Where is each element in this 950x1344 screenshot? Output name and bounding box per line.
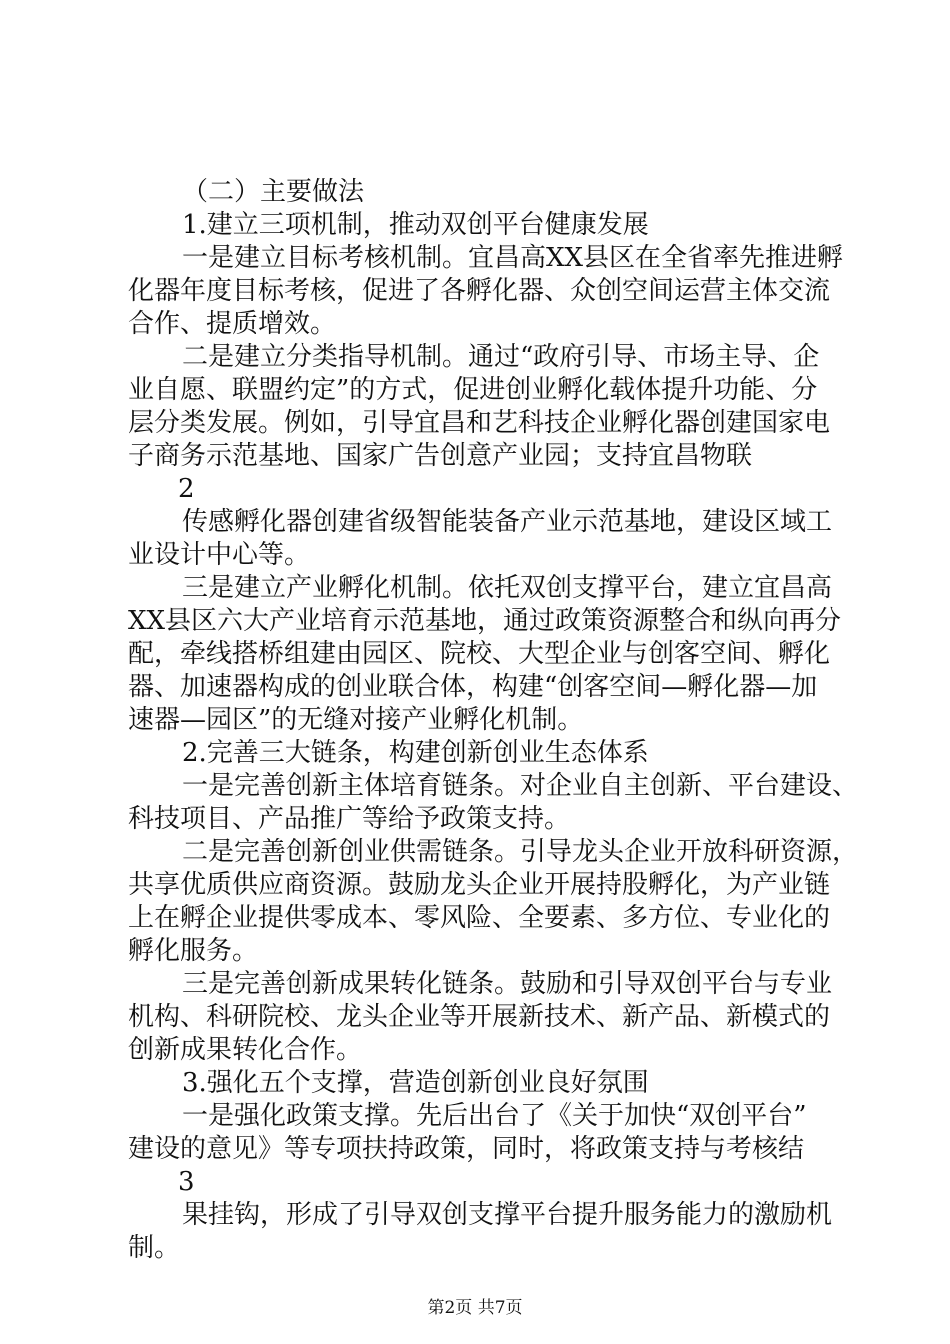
paragraph-line: 果挂钩，形成了引导双创支撑平台提升服务能力的激励机 [182, 1200, 833, 1230]
paragraph-line: 三是完善创新成果转化链条。鼓励和引导双创平台与专业 [182, 969, 833, 999]
paragraph-line: 上在孵企业提供零成本、零风险、全要素、多方位、专业化的 [128, 903, 831, 933]
paragraph-line: 机构、科研院校、龙头企业等开展新技术、新产品、新模式的 [128, 1002, 831, 1032]
subheading-1: 1.建立三项机制，推动双创平台健康发展 [182, 210, 649, 240]
paragraph-line: 建设的意见》等专项扶持政策，同时，将政策支持与考核结 [128, 1134, 805, 1164]
paragraph-line: 制。 [128, 1233, 181, 1263]
subheading-3: 3.强化五个支撑，营造创新创业良好氛围 [182, 1068, 649, 1098]
paragraph-line: 速器—园区”的无缝对接产业孵化机制。 [128, 705, 584, 735]
paragraph-line: 一是强化政策支撑。先后出台了《关于加快“双创平台” [182, 1101, 807, 1131]
paragraph-line: 三是建立产业孵化机制。依托双创支撑平台，建立宜昌高 [182, 573, 833, 603]
paragraph-line: 创新成果转化合作。 [128, 1035, 363, 1065]
paragraph-line: 共享优质供应商资源。鼓励龙头企业开展持股孵化，为产业链 [128, 870, 831, 900]
paragraph-line: XX县区六大产业培育示范基地，通过政策资源整合和纵向再分 [128, 606, 842, 636]
paragraph-line: 配，牵线搭桥组建由园区、院校、大型企业与创客空间、孵化 [128, 639, 831, 669]
paragraph-line: 层分类发展。例如，引导宜昌和艺科技企业孵化器创建国家电 [128, 408, 831, 438]
paragraph-line: 业自愿、联盟约定”的方式，促进创业孵化载体提升功能、分 [128, 375, 818, 405]
paragraph-line: 子商务示范基地、国家广告创意产业园；支持宜昌物联 [128, 441, 753, 471]
subheading-2: 2.完善三大链条，构建创新创业生态体系 [182, 738, 649, 768]
paragraph-line: 二是完善创新创业供需链条。引导龙头企业开放科研资源， [182, 837, 859, 867]
paragraph-line: 科技项目、产品推广等给予政策支持。 [128, 804, 571, 834]
paragraph-line: 一是完善创新主体培育链条。对企业自主创新、平台建设、 [182, 771, 859, 801]
paragraph-line: 合作、提质增效。 [128, 309, 337, 339]
paragraph-line: 孵化服务。 [128, 936, 259, 966]
page-footer: 第2页 共7页 [427, 1298, 523, 1318]
paragraph-line: 化器年度目标考核，促进了各孵化器、众创空间运营主体交流 [128, 276, 831, 306]
page-number-inline: 2 [178, 474, 195, 504]
section-heading: （二）主要做法 [182, 177, 365, 207]
paragraph-line: 传感孵化器创建省级智能装备产业示范基地，建设区域工 [182, 507, 833, 537]
paragraph-line: 业设计中心等。 [128, 540, 311, 570]
paragraph-line: 一是建立目标考核机制。宜昌高XX县区在全省率先推进孵 [182, 243, 844, 273]
paragraph-line: 器、加速器构成的创业联合体，构建“创客空间—孵化器—加 [128, 672, 818, 702]
page-number-inline: 3 [178, 1167, 195, 1197]
paragraph-line: 二是建立分类指导机制。通过“政府引导、市场主导、企 [182, 342, 820, 372]
